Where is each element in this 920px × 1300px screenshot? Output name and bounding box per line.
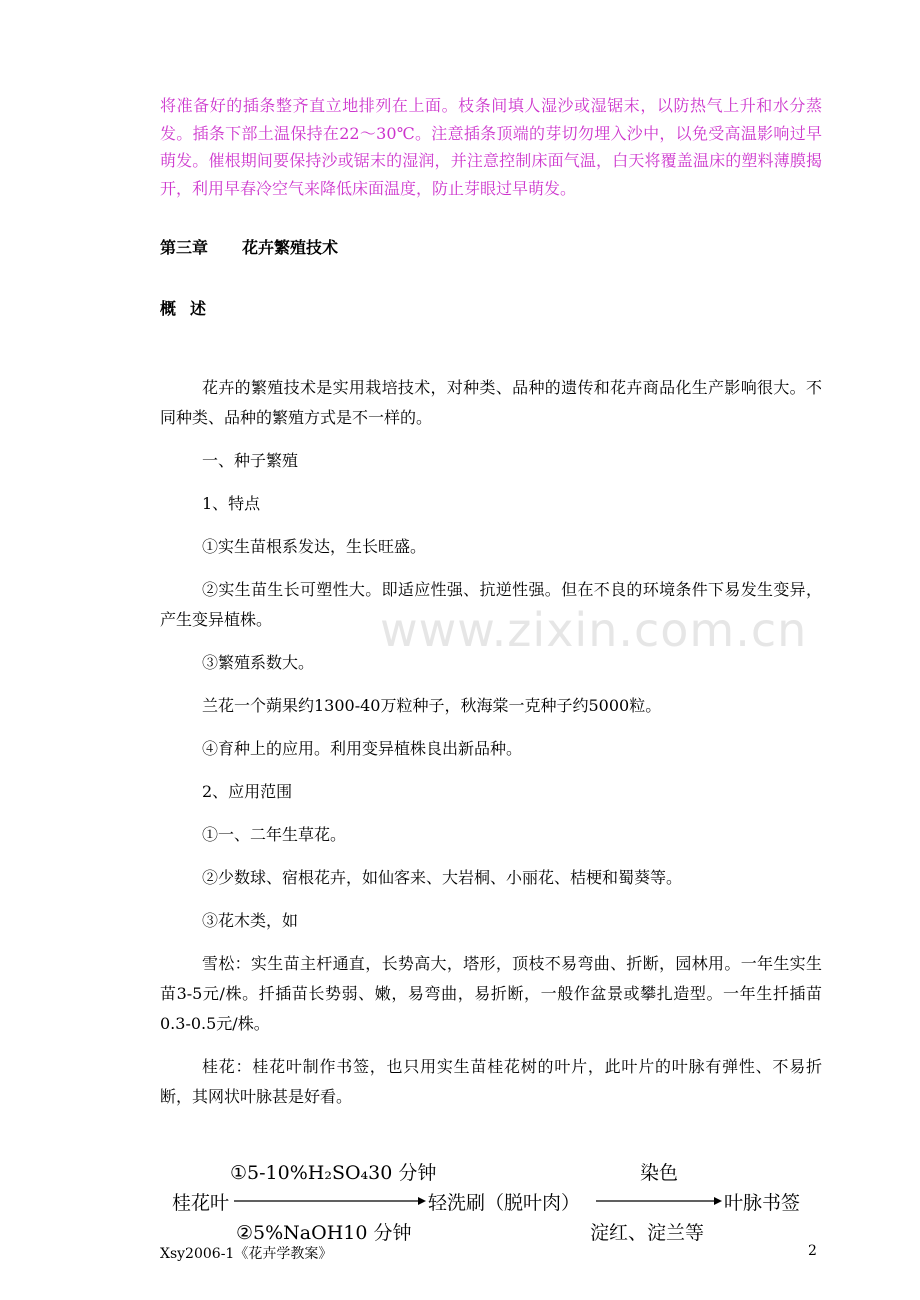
process-flow-diagram	[0, 1152, 920, 1252]
paragraph: ③繁殖系数大。	[202, 653, 315, 672]
intro-paragraph	[160, 92, 822, 202]
paragraph: ①实生苗根系发达，生长旺盛。	[202, 537, 427, 556]
paragraph: 兰花一个蒴果约1300-40万粒种子，秋海棠一克种子约5000粒。	[202, 696, 662, 715]
paragraph: ①一、二年生草花。	[202, 825, 347, 844]
paragraph: ②实生苗生长可塑性大。即适应性强、抗逆性强。但在不良的环境条件下易发生变异，产生变异植株。	[160, 580, 822, 629]
flow-step1-top-label: ①5-10%H₂SO₄30 分钟	[230, 1162, 437, 1184]
flow-step2-top-label: 染色	[640, 1162, 679, 1184]
intro-text: 将准备好的插条整齐直立地排列在上面。枝条间填人湿沙或湿锯末，以防热气上升和水分蒸发。插条下部土温保持在22～30℃。注意插条顶端的芽切勿埋入沙中，以免受高温影响过早萌发。催根期间要保持沙或锯末的湿润，并注意控制床面气温，白天将覆盖温床的塑料薄膜揭开，利用早春冷空气来降低床面温度，防止芽眼过早萌发。	[160, 96, 822, 198]
chapter-heading	[160, 234, 338, 262]
flow-step1-bottom-label: ②5%NaOH10 分钟	[236, 1222, 412, 1244]
paragraph: ②少数球、宿根花卉，如仙客来、大岩桐、小丽花、桔梗和蜀葵等。	[202, 868, 683, 887]
paragraph: 2、应用范围	[202, 782, 293, 801]
flow-arrow-1	[232, 1190, 428, 1212]
paragraph: 雪松：实生苗主杆通直，长势高大，塔形，顶枝不易弯曲、折断，园林用。一年生实生苗3-5元/株。扦插苗长势弱、嫩，易弯曲，易折断，一般作盆景或攀扎造型。一年生扦插苗0.3-0.5元/株。	[160, 954, 822, 1033]
overview-heading: 概述	[160, 299, 221, 318]
flow-step2-bottom-label: 淀红、淀兰等	[590, 1222, 705, 1244]
paragraph: 一、种子繁殖	[202, 451, 299, 470]
paragraph: ④育种上的应用。利用变异植株良出新品种。	[202, 739, 523, 758]
page-number: 2	[808, 1243, 817, 1259]
watermark: www.zixin.com.cn	[380, 603, 808, 657]
flow-arrow-2	[594, 1190, 724, 1212]
paragraph: 花卉的繁殖技术是实用栽培技术，对种类、品种的遗传和花卉商品化生产影响很大。不同种类、品种的繁殖方式是不一样的。	[160, 378, 822, 427]
chapter-number: 第三章	[160, 238, 209, 257]
flow-middle-label: 轻洗刷（脱叶肉）	[428, 1192, 581, 1214]
footer-doc-title: Xsy2006-1《花卉学教案》	[160, 1246, 333, 1262]
paragraph: ③花木类，如	[202, 911, 299, 930]
flow-start-label: 桂花叶	[172, 1192, 230, 1214]
chapter-title: 花卉繁殖技术	[242, 238, 339, 257]
body-text	[160, 373, 822, 1125]
paragraph: 桂花：桂花叶制作书签，也只用实生苗桂花树的叶片，此叶片的叶脉有弹性、不易折断，其网状叶脉甚是好看。	[160, 1057, 822, 1106]
flow-end-label: 叶脉书签	[724, 1192, 801, 1214]
paragraph: 1、特点	[202, 494, 261, 513]
